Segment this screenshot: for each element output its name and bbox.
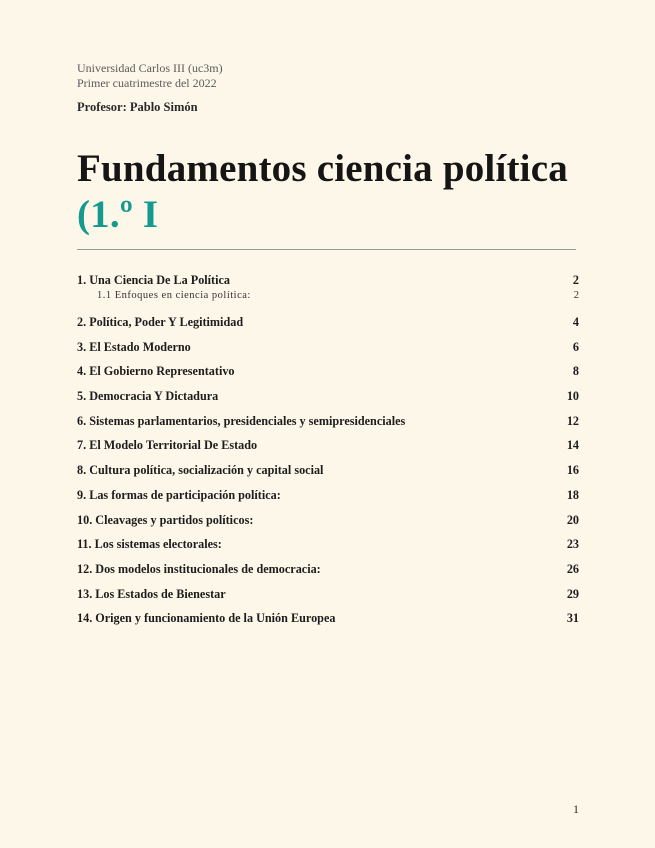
toc-entry[interactable] bbox=[77, 362, 579, 387]
toc-entry-page[interactable]: 29 bbox=[566, 586, 579, 601]
toc-entry-label[interactable]: 12. Dos modelos institucionales de democracia: bbox=[77, 561, 321, 576]
toc-entry[interactable] bbox=[77, 461, 579, 486]
table-of-contents bbox=[77, 271, 579, 634]
toc-entry-page[interactable]: 26 bbox=[566, 561, 579, 576]
toc-entry[interactable] bbox=[77, 387, 579, 412]
document-header bbox=[77, 61, 223, 91]
toc-entry-label[interactable]: 4. El Gobierno Representativo bbox=[77, 364, 235, 379]
toc-entry-page[interactable]: 10 bbox=[566, 389, 579, 404]
title-main: Fundamentos ciencia política bbox=[77, 147, 568, 190]
toc-entry[interactable] bbox=[77, 338, 579, 363]
toc-entry-label[interactable]: 14. Origen y funcionamiento de la Unión Europea bbox=[77, 611, 336, 626]
toc-entry-label[interactable]: 6. Sistemas parlamentarios, presidenciales y semipresidenciales bbox=[77, 413, 406, 428]
toc-entry-page[interactable]: 31 bbox=[566, 611, 579, 626]
toc-entry-page[interactable]: 16 bbox=[566, 463, 579, 478]
toc-entry-label[interactable]: 2. Política, Poder Y Legitimidad bbox=[77, 315, 244, 329]
toc-entry[interactable] bbox=[77, 560, 579, 585]
toc-entry-page[interactable]: 6 bbox=[572, 339, 579, 354]
toc-entry[interactable] bbox=[77, 271, 579, 287]
toc-entry-label[interactable]: 13. Los Estados de Bienestar bbox=[77, 586, 226, 601]
toc-entry[interactable] bbox=[77, 486, 579, 511]
toc-entry-page[interactable]: 14 bbox=[566, 438, 579, 453]
toc-subentry[interactable] bbox=[77, 287, 579, 313]
toc-entry[interactable] bbox=[77, 585, 579, 610]
toc-entry[interactable] bbox=[77, 412, 579, 437]
toc-entry[interactable] bbox=[77, 313, 579, 338]
toc-entry-label[interactable]: 10. Cleavages y partidos políticos: bbox=[77, 512, 254, 527]
toc-entry[interactable] bbox=[77, 609, 579, 634]
toc-entry[interactable] bbox=[77, 535, 579, 560]
toc-entry-label[interactable]: 11. Los sistemas electorales: bbox=[77, 537, 222, 552]
toc-entry-label[interactable]: 1. Una Ciencia De La Política bbox=[77, 273, 231, 287]
toc-entry-label[interactable]: 5. Democracia Y Dictadura bbox=[77, 389, 219, 404]
term-label: Primer cuatrimestre del 2022 bbox=[77, 76, 217, 90]
toc-entry-page[interactable]: 2 bbox=[572, 273, 579, 287]
toc-entry-label[interactable]: 3. El Estado Moderno bbox=[77, 339, 191, 354]
toc-entry-label[interactable]: 7. El Modelo Territorial De Estado bbox=[77, 438, 258, 453]
university-name: Universidad Carlos III (uc3m) bbox=[77, 61, 223, 75]
title-accent: (1.º I bbox=[77, 193, 159, 236]
toc-subentry-label[interactable]: 1.1 Enfoques en ciencia política: bbox=[97, 290, 251, 301]
toc-entry-page[interactable]: 8 bbox=[572, 364, 579, 379]
toc-entry-label[interactable]: 9. Las formas de participación política: bbox=[77, 487, 281, 502]
toc-entry-page[interactable]: 18 bbox=[566, 487, 579, 502]
toc-entry[interactable] bbox=[77, 436, 579, 461]
toc-entry-page[interactable]: 4 bbox=[572, 315, 579, 329]
toc-entry-page[interactable]: 23 bbox=[566, 537, 579, 552]
page-number: 1 bbox=[573, 802, 579, 816]
toc-entry-page[interactable]: 12 bbox=[566, 413, 579, 428]
toc-subentry-page[interactable]: 2 bbox=[573, 290, 579, 301]
toc-entry-label[interactable]: 8. Cultura política, socialización y capital social bbox=[77, 463, 324, 478]
toc-entry-page[interactable]: 20 bbox=[566, 512, 579, 527]
professor-name: Profesor: Pablo Simón bbox=[77, 100, 198, 114]
toc-entry[interactable] bbox=[77, 511, 579, 536]
page-title bbox=[77, 146, 597, 238]
title-divider bbox=[77, 249, 576, 250]
